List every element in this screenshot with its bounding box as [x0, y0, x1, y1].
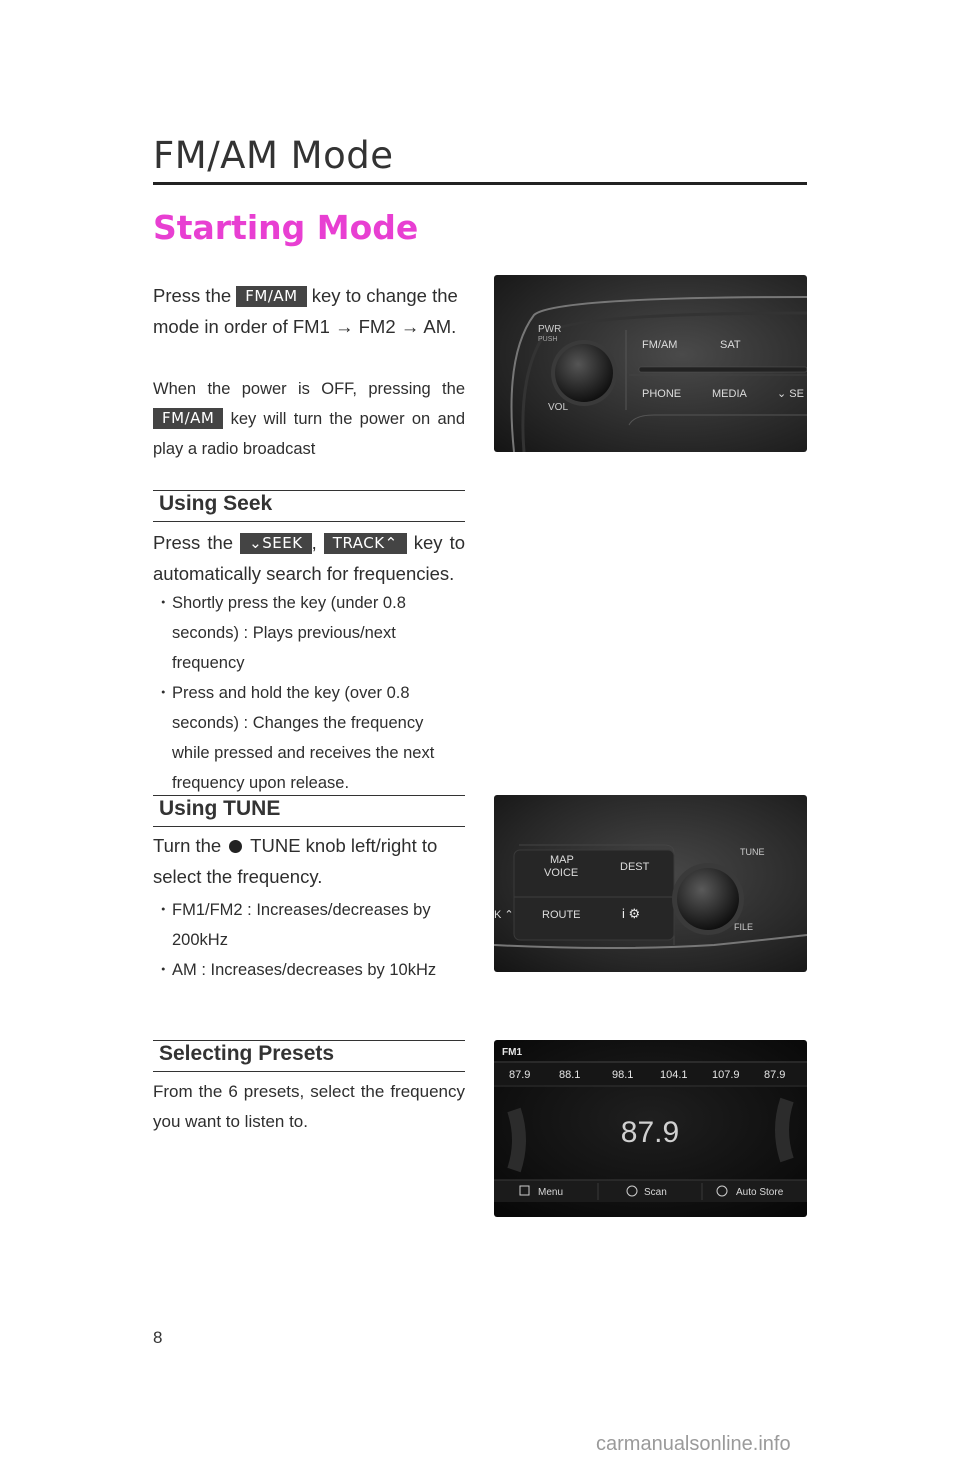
tune-bullet-fm: ・ FM1/FM2 : Increases/decreases by 200kHz	[155, 901, 431, 949]
seek-bullet-hold-text: Press and hold the key (over 0.8 seconds) : Changes the frequency while pressed and receives the next frequency upon release.	[172, 684, 435, 792]
dest-label: DEST	[620, 861, 650, 873]
tune-heading	[153, 795, 465, 827]
info-settings-icon: i ⚙	[622, 906, 641, 921]
auto-store-button[interactable]: Auto Store	[736, 1187, 784, 1198]
starting-text-b: key to change the mode in order of FM1 → FM2 → AM.	[153, 285, 458, 337]
page-number: 8	[153, 1328, 163, 1347]
head-unit-photo	[494, 275, 807, 452]
seek-button: ⌄ SE	[777, 388, 804, 400]
tune-knob-photo	[494, 795, 807, 972]
sat-button: SAT	[720, 339, 741, 351]
page-title: FM/AM Mode	[153, 134, 394, 177]
voice-label: VOICE	[544, 867, 579, 879]
seek-bullet-short-text: Shortly press the key (under 0.8 seconds) : Plays previous/next frequency	[172, 594, 406, 672]
power-paragraph	[153, 374, 465, 464]
preset-3[interactable]: 98.1	[612, 1069, 634, 1081]
band-label: FM1	[502, 1047, 522, 1058]
starting-text-a: Press the	[153, 285, 232, 306]
tune-label: TUNE	[740, 847, 765, 857]
seek-text-b: key to automatically search for frequencies.	[153, 532, 466, 584]
preset-1[interactable]: 87.9	[509, 1069, 531, 1081]
watermark: carmanualsonline.info	[596, 1433, 791, 1455]
vol-label: VOL	[548, 402, 569, 413]
fmam-key: FM/AM	[236, 286, 306, 307]
scan-button[interactable]: Scan	[644, 1187, 667, 1198]
seek-paragraph: Press the ⌄SEEK , TRACK⌃ key to automatically search for frequencies.	[153, 532, 466, 584]
radio-screen-photo	[494, 1040, 807, 1217]
presets-paragraph: From the 6 presets, select the frequency you want to listen to.	[153, 1082, 465, 1131]
seek-bullets	[153, 588, 465, 798]
tune-bullet-fm-text: FM1/FM2 : Increases/decreases by 200kHz	[172, 901, 431, 949]
seek-text-a: Press the	[153, 532, 234, 553]
map-label: MAP	[550, 854, 574, 866]
k-label: K ⌃	[494, 909, 514, 921]
tune-heading-text: Using TUNE	[159, 797, 281, 820]
track-key: TRACK⌃	[324, 533, 407, 554]
power-text-a: When the power is OFF, pressing the	[153, 380, 465, 398]
route-label: ROUTE	[542, 909, 581, 921]
current-frequency: 87.9	[620, 1116, 680, 1149]
tune-bullets	[153, 895, 465, 985]
tune-bullet-am-text: AM : Increases/decreases by 10kHz	[172, 961, 437, 979]
knob-icon	[229, 840, 242, 853]
presets-heading-text: Selecting Presets	[159, 1042, 335, 1065]
tune-bullet-am: ・ AM : Increases/decreases by 10kHz	[155, 961, 437, 979]
tune-knob-image	[494, 795, 807, 972]
radio-screen-image	[494, 1040, 807, 1217]
preset-4[interactable]: 104.1	[660, 1069, 688, 1081]
menu-button[interactable]: Menu	[538, 1187, 564, 1198]
fmam-button: FM/AM	[642, 339, 678, 351]
media-button: MEDIA	[712, 388, 747, 400]
tune-text-a: Turn the	[153, 835, 222, 856]
seek-bullet-short: ・ Shortly press the key (under 0.8 seconds) : Plays previous/next frequency	[155, 594, 406, 672]
seek-key: ⌄SEEK	[240, 533, 311, 554]
phone-button: PHONE	[642, 388, 682, 400]
file-label: FILE	[734, 922, 754, 932]
starting-paragraph	[153, 280, 465, 342]
seek-heading	[153, 490, 465, 522]
preset-5[interactable]: 107.9	[712, 1069, 740, 1081]
power-text-b: key will turn the power on and play a radio broadcast	[153, 410, 465, 458]
fmam-key-2: FM/AM	[153, 408, 223, 429]
preset-6[interactable]: 87.9	[764, 1069, 786, 1081]
title-divider	[153, 182, 807, 185]
preset-2[interactable]: 88.1	[559, 1069, 581, 1081]
push-label: PUSH	[538, 336, 558, 343]
seek-heading-text: Using Seek	[159, 492, 273, 515]
seek-bullet-hold: ・ Press and hold the key (over 0.8 seconds) : Changes the frequency while pressed and receives the next frequency upon release.	[155, 684, 435, 792]
section-title: Starting Mode	[153, 208, 419, 247]
tune-paragraph	[153, 830, 465, 892]
tune-text-b: TUNE knob left/right to select the frequency.	[153, 835, 438, 887]
presets-heading	[153, 1040, 465, 1072]
pwr-label: PWR	[538, 324, 562, 335]
head-unit-image	[494, 275, 807, 452]
